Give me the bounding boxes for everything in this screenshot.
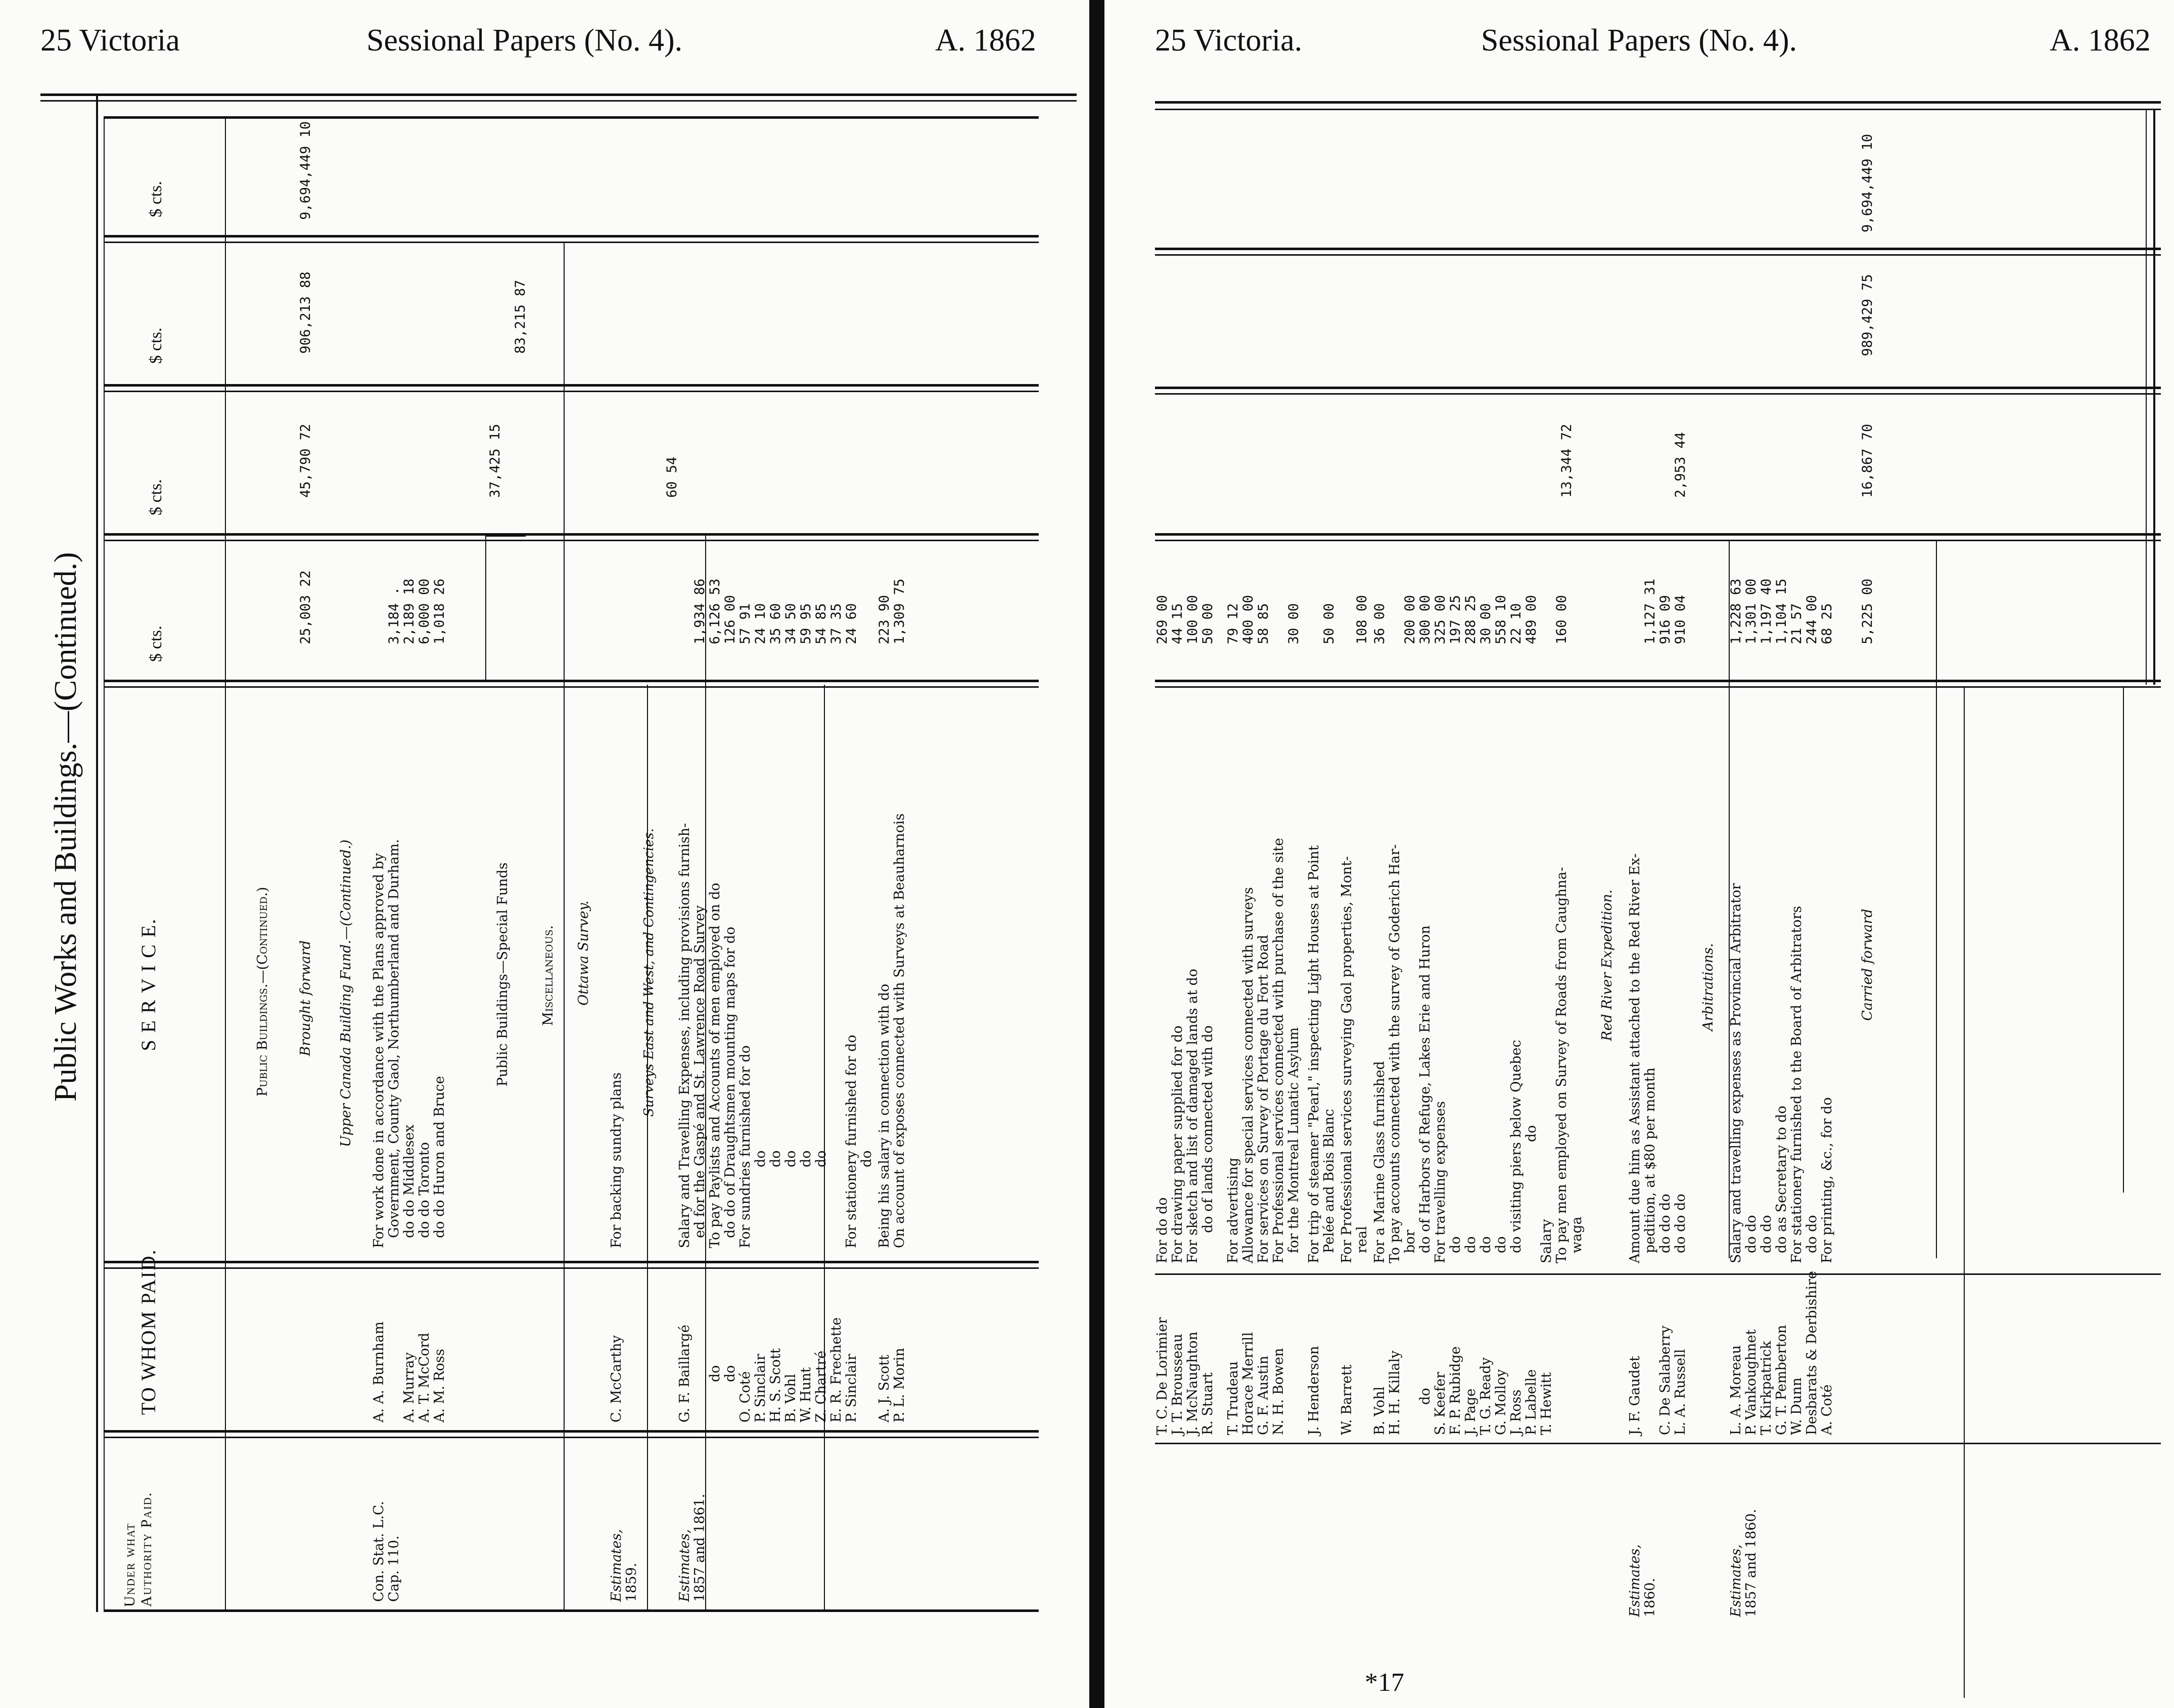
row-sep-2 (225, 116, 226, 1263)
col-sep-money-2-3b (104, 391, 1039, 392)
r-row-sep-2 (1936, 541, 1937, 1258)
col-sep-money-2-3 (104, 384, 1039, 387)
top-rule (40, 93, 1077, 96)
r-top-rule-2 (1155, 109, 2161, 110)
r-row-sep-3 (1964, 687, 1965, 1698)
row-sep (225, 1261, 226, 1609)
col-sep-money-service (104, 680, 1039, 682)
top-rule-2 (40, 100, 1077, 102)
page-title: Public Works and Buildings.—(Continued.) (49, 552, 83, 1102)
col-sep-service-payee-b (104, 1267, 1039, 1269)
left-page: 25 Victoria Sessional Papers (No. 4). A. 1862 Public Works and Buildings.—(Continued.) Under what Authority Paid. TO WHOM PAID. S E R V I C E. $ cts. $ cts. $ cts. $ cts. Public Buildings.—(Continued.) Brought forward Upper Canada Building Fund.—(Continued.) For work done in accordance with the Plans approved by Government, County Gaol, Northumberland and Durham. do do Middlesex do do Toronto do do Huron and Bruce Public Buildings—Special Funds Miscellaneous. Ottawa Survey. For backing sundry plans Surveys East and West, and Contingencies. Salary and Travelling Expenses, including provisions furnish- ed for the Gaspé and St. Lawrence Road Survey To pay Paylists and Accounts of men employed on do do do of Draughtsmen mounting maps for do For sundries furnished for do do do do do do For stationery furnished for do do Being his salary in connection with do On account of exposes connected with Surveys at Beauharnois A. A. Burnham A. Murray A. T. McCord A. M. Ross C. McCarthy G. F. Baillargé do do O. Coté P. Sinclair H. S. Scott B. Vohl W. Hunt Z. Chartré E. R. Frechette P. Sinclair A. J. Scott P. L. Morin Con. Stat. L.C. Cap. 110. Estimates, 1859. Estimates, 1857 and 1861. 25,003 22 3,184 . 2,189 18 6,000 00 1,018 26 1,934 86 6,126 53 126 00 57 91 24 10 35 60 34 50 59 95 54 85 37 35 24 60 223 90 1,309 75 45,790 72 37,425 15 60 54 906,213 88 83,215 87 9,694,449 10 (0, 0, 1089, 1708)
col-sep-money-3-4 (104, 235, 1039, 238)
r-sep-money-3-4b (1155, 254, 2161, 256)
r-sep-money-service-b (1155, 686, 2161, 688)
right-header-sessional-papers: Sessional Papers (No. 4). (1481, 23, 1797, 58)
book-gutter (1089, 0, 1104, 1708)
r-right-border (2153, 109, 2155, 685)
left-header-victoria: 25 Victoria (40, 23, 180, 58)
col-sep-service-payee (104, 1261, 1039, 1263)
r-sep-money-2-3b (1155, 393, 2161, 395)
col-sep-money-3-4b (104, 242, 1039, 243)
col-sep-bottom (104, 1609, 1039, 1612)
left-header-year: A. 1862 (935, 23, 1036, 58)
right-header-year: A. 1862 (2050, 23, 2151, 58)
r-sep-payee-authority (1155, 1443, 2161, 1444)
r-sep-money-3-4 (1155, 248, 2161, 250)
row-sep-6 (824, 685, 825, 1609)
r-sep-money-service (1155, 680, 2161, 682)
r-total-sep (2123, 687, 2124, 1193)
row-sep-3 (564, 243, 565, 1609)
col-sep-money-1-2 (104, 533, 1039, 536)
col-sep-payee-authority (104, 1430, 1039, 1433)
r-sep-service-payee (1155, 1273, 2161, 1275)
col-sep-money-service-b (104, 686, 1039, 688)
subtotal-bracket (485, 536, 486, 682)
r-sep-money-1-2 (1155, 533, 2161, 536)
page-number: *17 (1365, 1668, 1404, 1697)
col-sep-payee-authority-b (104, 1437, 1039, 1438)
right-header-victoria: 25 Victoria. (1155, 23, 1303, 58)
r-sep-money-1-2b (1155, 540, 2161, 541)
left-border-2 (104, 116, 105, 1612)
col-sep-money-1-2b (104, 540, 1039, 541)
r-top-rule (1155, 101, 2161, 104)
left-border (96, 96, 98, 1612)
col-sep-top (104, 116, 1039, 119)
row-sep-4 (647, 685, 648, 1609)
subtotal-bracket-top (485, 536, 526, 537)
r-sep-money-2-3 (1155, 387, 2161, 389)
right-page: 25 Victoria. Sessional Papers (No. 4). A. 1862 For do do For drawing paper supplied for do For sketch and list of damaged lands at do do of lands connected with do For advertising Allowance for special services connected with surveys For services on Survey of Portage du Fort Road For Professional services connected with purchase of the site for the Montreal Lunatic Asylum For trip of steamer "Pearl," inspecting Light Houses at Point Pelée and Bois Blanc For Professional services surveying Gaol properties, Mont- real For a Marine Glass furnished To pay accounts connected with the survey of Goderich Har- bor do of Harbors of Refuge, Lakes Erie and Huron For travelling expenses do do do do do visiting piers below Quebec do Salary To pay men employed on Survey of Roads from Caughna- waga Red River Expedition. Amount due him as Assistant attached to the Red River Ex- pedition, at $80 per month do do do do do do Arbitrations. Salary and travelling expenses as Provincial Arbitrator do do do do do as Secretary to do For stationery furnished to the Board of Arbitrators do do For printing, &c., for do Carried forward T. C. De Lorimier J. T. Brousseau J. McNaughton R. Stuart T. Trudeau Horace Merrill G. F. Austin N. H. Bowen J. Henderson W. Barrett B. Vohl H. H. Killaly do S. Keefer F. P. Rubidge J. Page T. G. Ready G. Molloy J. Ross P. Labelle T. Hewitt J. F. Gaudet C. De Salaberry L. A. Russell L. A. Moreau P. Vankoughnet T. Kirkpatrick G. T. Pemberton W. Dunn Desbarats & Derbishire A. Coté Estimates, 1860. Estimates, 1857 and 1860. 269 00 44 15 100 00 50 00 79 12 400 00 58 85 30 00 50 00 108 00 36 00 200 00 300 00 325 00 197 25 288 25 30 00 558 10 22 10 489 00 160 00 1,127 31 916 09 910 04 1,228 63 1,301 00 1,197 40 1,104 15 21 57 244 00 68 25 5,225 00 13,344 72 2,953 44 16,867 70 989,429 75 9,694,449 10 *17 (1104, 0, 2174, 1708)
left-header-sessional-papers: Sessional Papers (No. 4). (366, 23, 683, 58)
r-right-border-2 (2146, 109, 2147, 685)
